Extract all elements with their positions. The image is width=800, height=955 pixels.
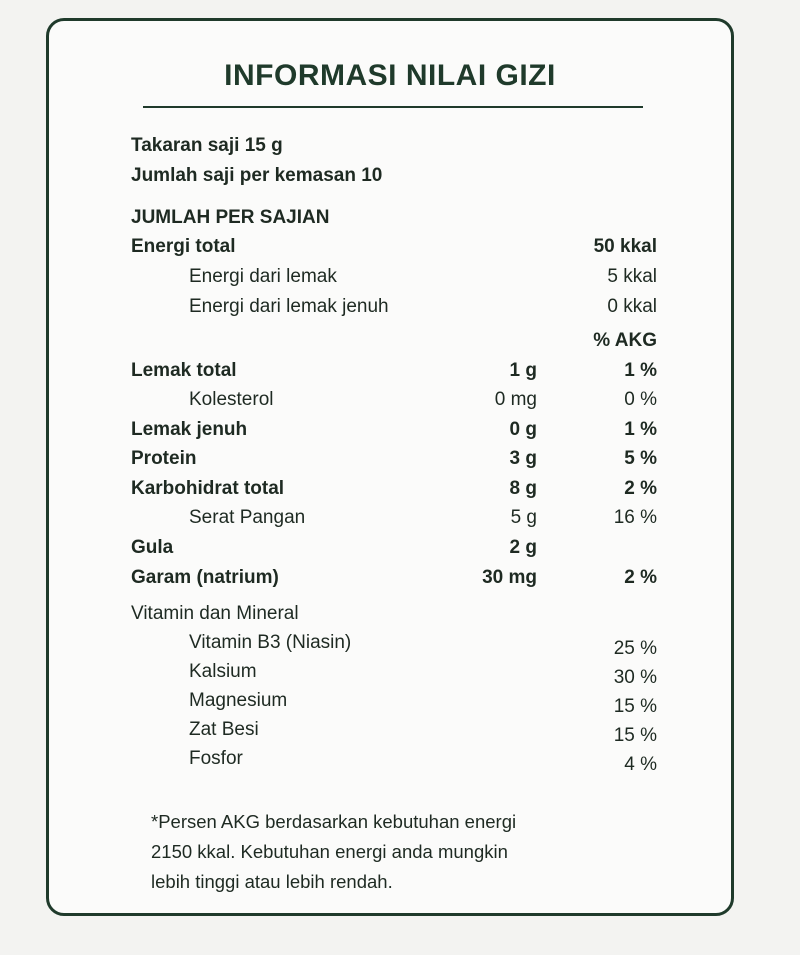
nutrient-row-total-fat <box>131 360 657 386</box>
energy-from-fat-row <box>131 266 657 292</box>
row-akg: 15 % <box>613 725 657 746</box>
nutrient-row-salt <box>131 567 657 593</box>
row-akg: 2 % <box>624 567 657 588</box>
row-amount: 30 mg <box>482 567 537 588</box>
vitamin-row-magnesium <box>131 690 657 716</box>
row-akg: 30 % <box>613 667 657 688</box>
row-label: Fosfor <box>189 748 243 769</box>
title-divider <box>143 106 643 108</box>
row-akg: 25 % <box>613 638 657 659</box>
row-akg: 1 % <box>624 360 657 381</box>
vitamin-row-phosphorus <box>131 748 657 774</box>
energy-from-saturated-fat-row <box>131 296 657 322</box>
row-akg: 5 % <box>624 448 657 469</box>
row-label: Magnesium <box>189 690 288 711</box>
row-akg: 2 % <box>624 478 657 499</box>
row-amount: 0 g <box>509 419 537 440</box>
row-label: Energi dari lemak <box>189 266 337 287</box>
row-akg: 16 % <box>613 507 657 528</box>
row-value: 0 kkal <box>607 296 657 317</box>
nutrient-row-fiber <box>131 507 657 533</box>
nutrient-row-saturated-fat <box>131 419 657 445</box>
per-serving-heading: JUMLAH PER SAJIAN <box>131 207 330 228</box>
vitamins-heading: Vitamin dan Mineral <box>131 603 299 624</box>
vitamin-row-b3 <box>131 632 657 658</box>
row-label: Gula <box>131 537 174 558</box>
row-label: Kalsium <box>189 661 257 682</box>
row-amount: 8 g <box>509 478 537 499</box>
serving-size: Takaran saji 15 g <box>131 135 283 156</box>
row-label: Energi total <box>131 236 236 257</box>
nutrient-row-protein <box>131 448 657 474</box>
row-label: Garam (natrium) <box>131 567 279 588</box>
akg-column-header: % AKG <box>593 330 657 351</box>
row-akg: 1 % <box>624 419 657 440</box>
row-amount: 3 g <box>509 448 537 469</box>
row-label: Protein <box>131 448 197 469</box>
nutrient-row-cholesterol <box>131 389 657 415</box>
row-amount: 1 g <box>509 360 537 381</box>
row-label: Energi dari lemak jenuh <box>189 296 389 317</box>
row-value: 50 kkal <box>593 236 657 257</box>
nutrition-facts-panel <box>46 18 734 916</box>
servings-per-package: Jumlah saji per kemasan 10 <box>131 165 383 186</box>
row-label: Lemak jenuh <box>131 419 248 440</box>
row-label: Kolesterol <box>189 389 274 410</box>
row-akg: 0 % <box>624 389 657 410</box>
page-title: INFORMASI NILAI GIZI <box>224 59 556 92</box>
footnote-line: 2150 kkal. Kebutuhan energi anda mungkin <box>151 841 508 862</box>
footnote-line: lebih tinggi atau lebih rendah. <box>151 871 393 892</box>
row-akg: 15 % <box>613 696 657 717</box>
row-label: Vitamin B3 (Niasin) <box>189 632 352 653</box>
row-label: Serat Pangan <box>189 507 306 528</box>
nutrient-row-carbohydrate <box>131 478 657 504</box>
akg-header-row <box>131 330 657 356</box>
vitamin-row-iron <box>131 719 657 745</box>
nutrient-row-sugar <box>131 537 657 563</box>
row-akg: 4 % <box>624 754 657 775</box>
row-value: 5 kkal <box>607 266 657 287</box>
row-label: Karbohidrat total <box>131 478 285 499</box>
akg-footnote <box>151 807 651 897</box>
vitamin-row-calcium <box>131 661 657 687</box>
energy-total-row <box>131 236 657 262</box>
row-amount: 2 g <box>509 537 537 558</box>
row-amount: 5 g <box>510 507 537 528</box>
footnote-line: *Persen AKG berdasarkan kebutuhan energi <box>151 811 517 832</box>
row-label: Zat Besi <box>189 719 259 740</box>
row-amount: 0 mg <box>494 389 537 410</box>
row-label: Lemak total <box>131 360 237 381</box>
